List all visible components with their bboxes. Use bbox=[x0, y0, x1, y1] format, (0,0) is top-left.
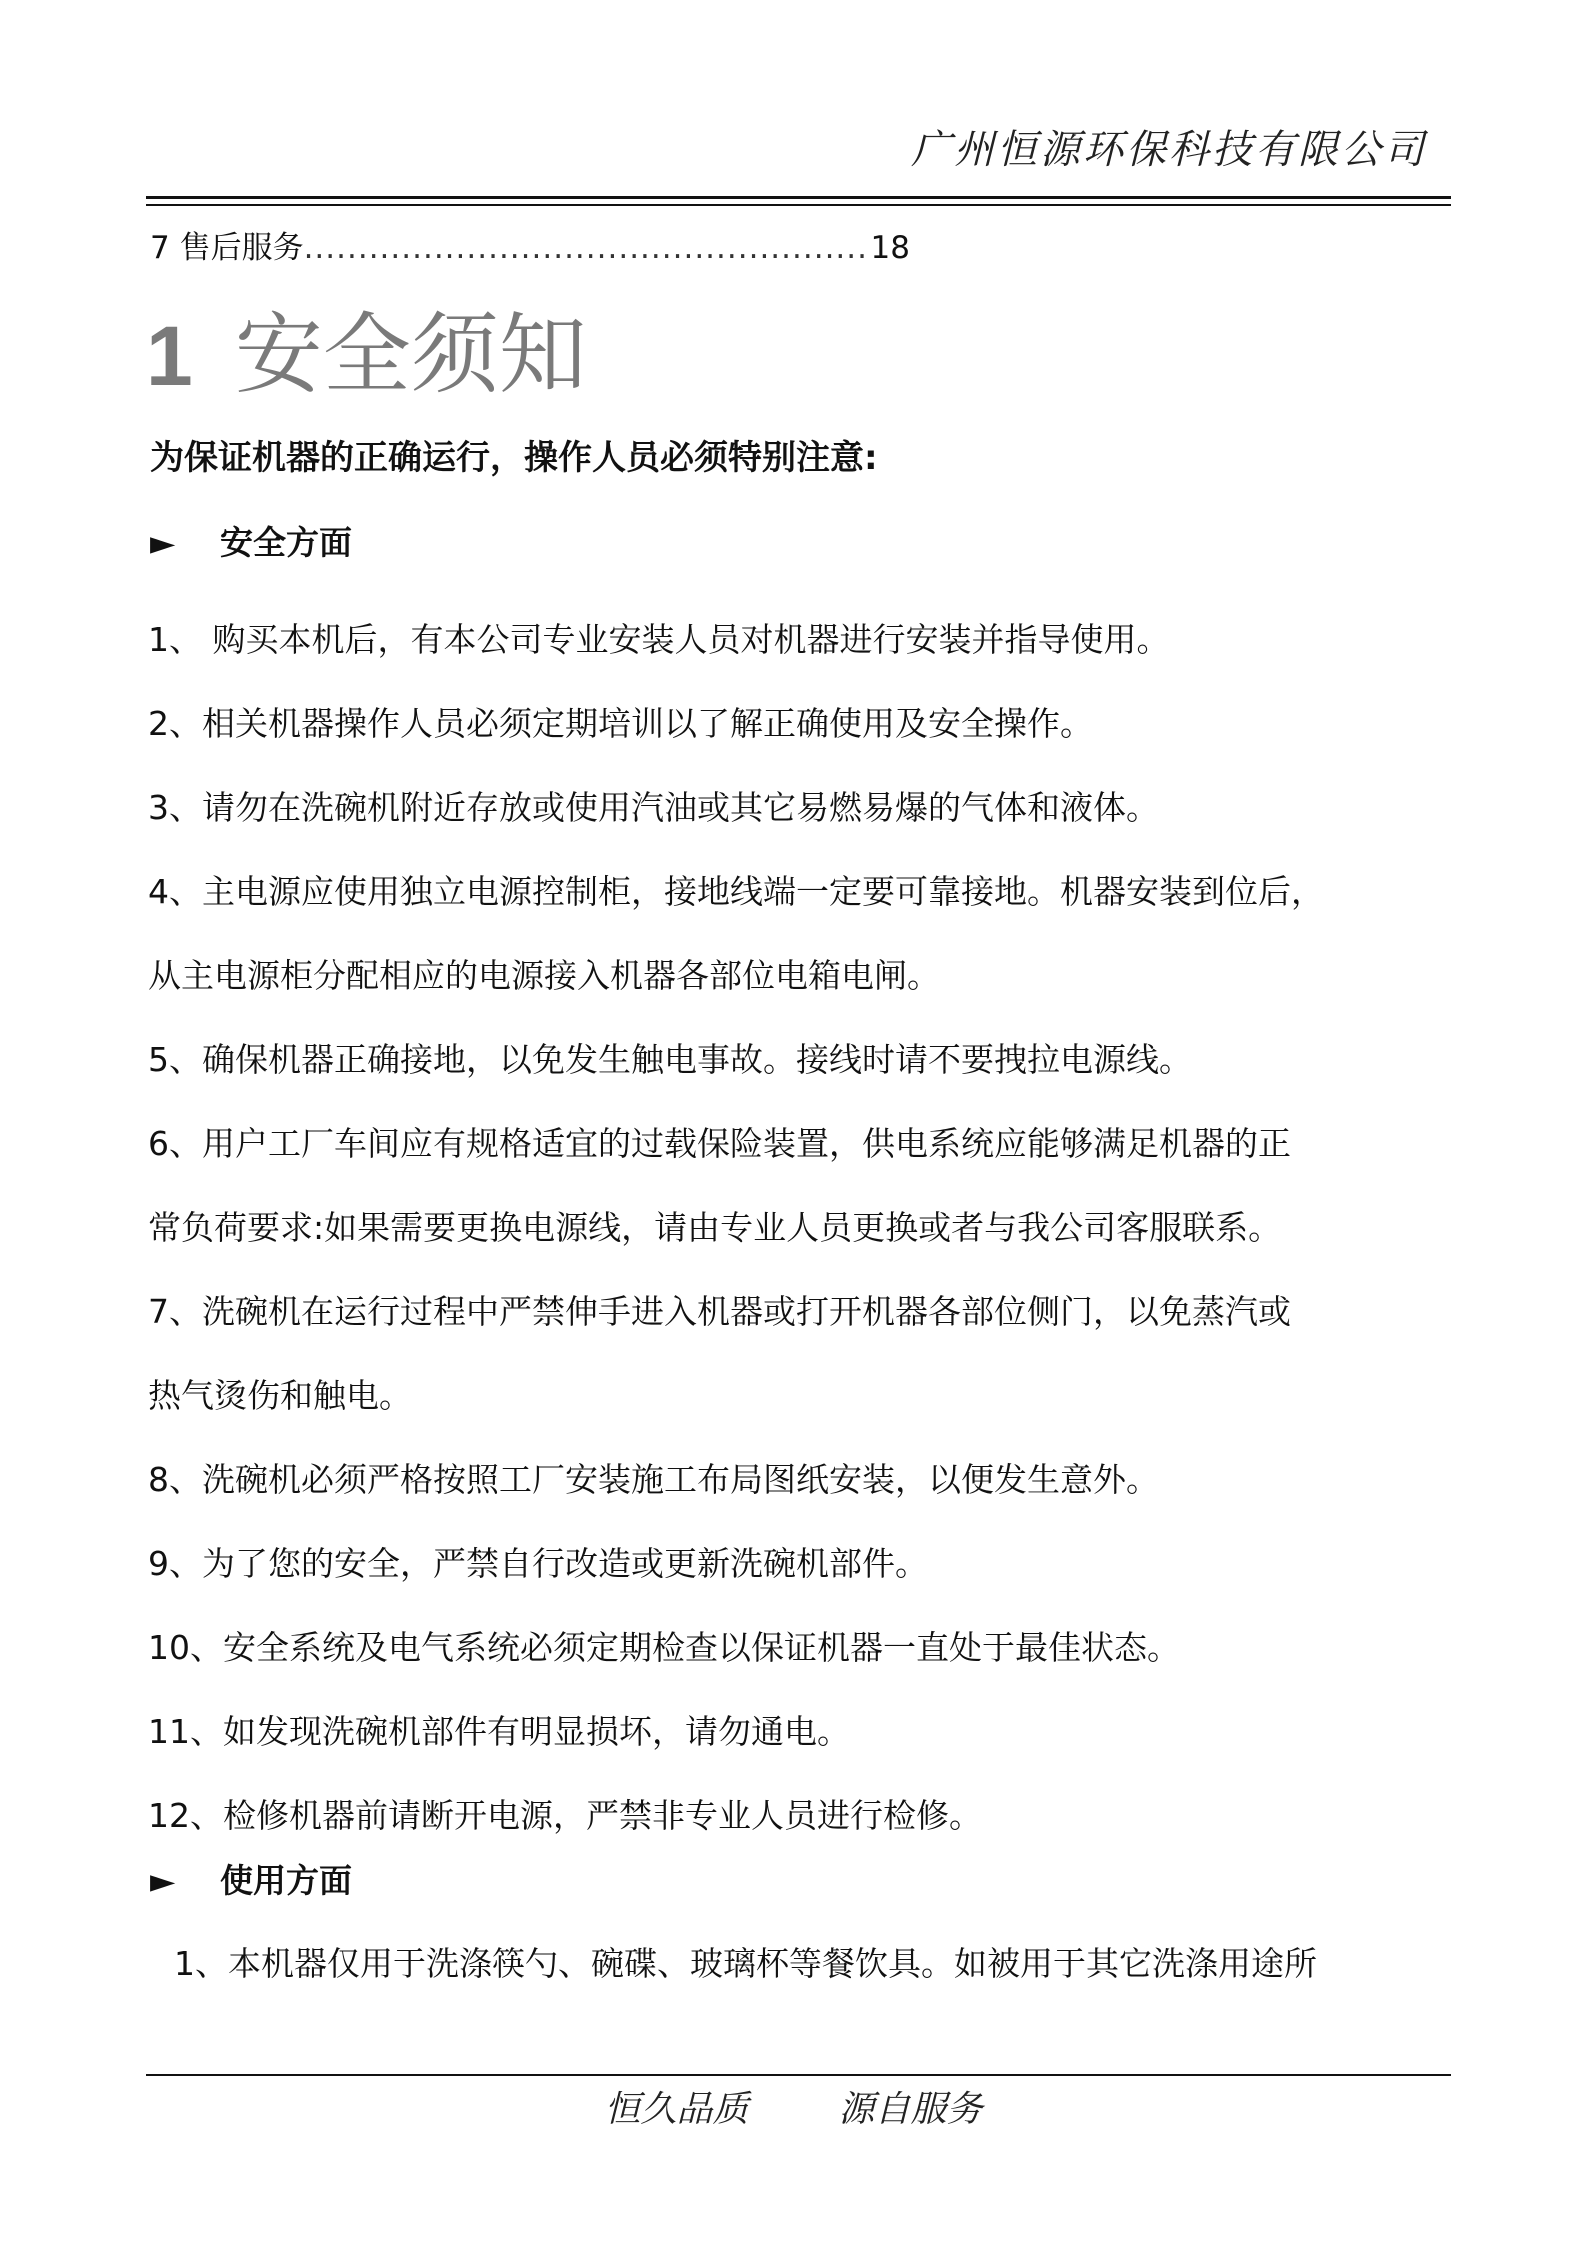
list-item: 7、洗碗机在运行过程中严禁伸手进入机器或打开机器各部位侧门，以免蒸汽或 bbox=[148, 1292, 1291, 1331]
list-item: 10、安全系统及电气系统必须定期检查以保证机器一直处于最佳状态。 bbox=[148, 1628, 1180, 1667]
list-item: 6、用户工厂车间应有规格适宜的过载保险装置，供电系统应能够满足机器的正 bbox=[148, 1124, 1291, 1163]
arrow-bullet-icon: ► bbox=[150, 1861, 176, 1900]
list-item: 5、确保机器正确接地，以免发生触电事故。接线时请不要拽拉电源线。 bbox=[148, 1040, 1192, 1079]
list-item: 12、检修机器前请断开电源，严禁非专业人员进行检修。 bbox=[148, 1796, 982, 1835]
footer-right: 源自服务 bbox=[838, 2089, 983, 2130]
heading-number: 1 bbox=[146, 309, 193, 403]
footer-rule bbox=[146, 2074, 1451, 2076]
usage-item: 1、本机器仅用于洗涤筷勺、碗碟、玻璃杯等餐饮具。如被用于其它洗涤用途所 bbox=[174, 1944, 1317, 1983]
subsection-safety bbox=[150, 520, 352, 566]
footer-slogan bbox=[0, 2085, 1587, 2135]
list-item: 9、为了您的安全，严禁自行改造或更新洗碗机部件。 bbox=[148, 1544, 928, 1583]
list-item: 4、主电源应使用独立电源控制柜，接地线端一定要可靠接地。机器安装到位后， bbox=[148, 872, 1324, 911]
section-heading bbox=[146, 300, 587, 411]
list-item: 1、 购买本机后，有本公司专业安装人员对机器进行安装并指导使用。 bbox=[148, 620, 1170, 659]
subsection-title: 使用方面 bbox=[220, 1861, 352, 1900]
company-name: 广州恒源环保科技有限公司 bbox=[911, 127, 1427, 173]
toc-entry[interactable] bbox=[150, 226, 910, 270]
toc-page: 18 bbox=[870, 230, 910, 266]
list-item: 11、如发现洗碗机部件有明显损坏，请勿通电。 bbox=[148, 1712, 850, 1751]
footer-left: 恒久品质 bbox=[604, 2089, 749, 2130]
list-item: 2、相关机器操作人员必须定期培训以了解正确使用及安全操作。 bbox=[148, 704, 1093, 743]
toc-leader-dots bbox=[304, 226, 871, 270]
list-item: 从主电源柜分配相应的电源接入机器各部位电箱电闸。 bbox=[148, 956, 940, 995]
heading-title: 安全须知 bbox=[234, 303, 587, 406]
subsection-usage bbox=[150, 1858, 352, 1904]
list-item: 8、洗碗机必须严格按照工厂安装施工布局图纸安装，以便发生意外。 bbox=[148, 1460, 1159, 1499]
safety-list bbox=[148, 598, 1468, 1858]
list-item: 3、请勿在洗碗机附近存放或使用汽油或其它易燃易爆的气体和液体。 bbox=[148, 788, 1159, 827]
toc-label: 7 售后服务 bbox=[150, 230, 304, 266]
header-rule-bottom bbox=[146, 204, 1451, 206]
lead-paragraph: 为保证机器的正确运行，操作人员必须特别注意: bbox=[150, 438, 878, 478]
list-item: 热气烫伤和触电。 bbox=[148, 1376, 412, 1415]
arrow-bullet-icon: ► bbox=[150, 523, 176, 562]
header-rule-top bbox=[146, 196, 1451, 199]
list-item: 常负荷要求:如果需要更换电源线，请由专业人员更换或者与我公司客服联系。 bbox=[148, 1208, 1282, 1247]
subsection-title: 安全方面 bbox=[220, 523, 352, 562]
